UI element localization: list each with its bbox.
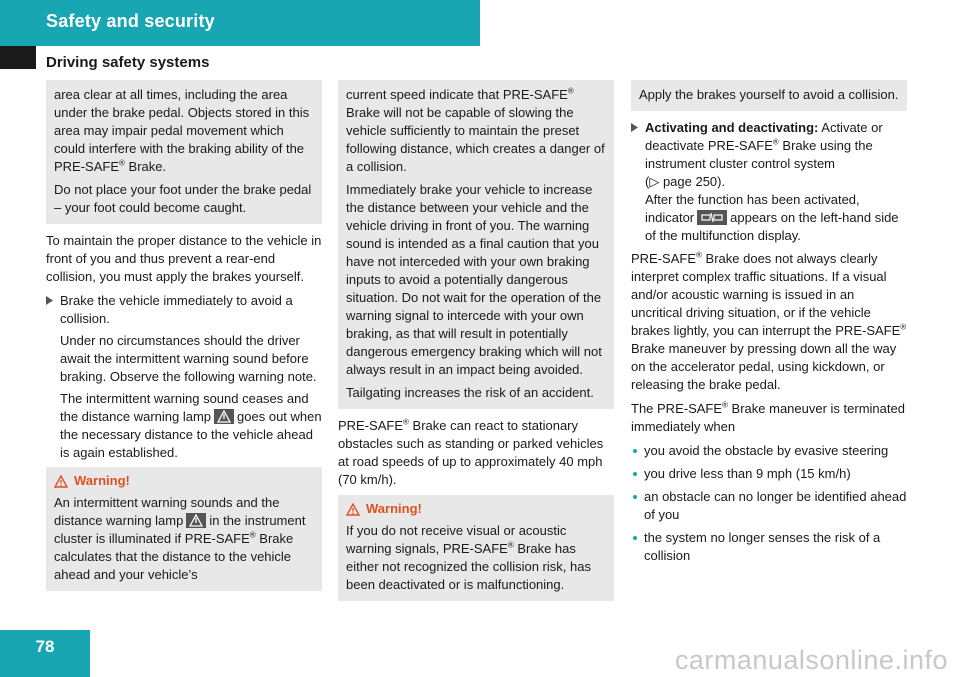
- subsection-title: Driving safety systems: [46, 54, 210, 71]
- list-item: an obstacle can no longer be identified ahead of you: [631, 488, 907, 524]
- body-paragraph: PRE-SAFE® Brake can react to stationary obstacles such as standing or parked vehicles at road speeds of up to approximately 40 mph (70 km/h).: [338, 417, 604, 487]
- warning-triangle-icon: [54, 475, 68, 488]
- list-item: you drive less than 9 mph (15 km/h): [631, 465, 907, 483]
- box-paragraph: area clear at all times, including the area under the brake pedal. Objects stored in this area may impair pedal movement which could interfere with the braking ability of the PRE-SAFE® Brake.: [54, 87, 310, 174]
- box-paragraph: Immediately brake your vehicle to increase the distance between your vehicle and the vehicle driving in front of you. The warning sound is intended as a final caution that you have not interceded with your own braking inputs to avoid a potentially dangerous situation. Do not wait for the operation of the warning signal to intercede with your own braking, as that will result in potentially dangerous emergency braking which will not always result in an impact being avoided.: [346, 182, 602, 377]
- warning-triangle-icon: [346, 503, 360, 516]
- step-detail: The intermittent warning sound ceases and the distance warning lamp goes out when the necessary distance to the vehicle ahead is again established.: [60, 391, 322, 460]
- warning-continuation-box: [46, 80, 322, 224]
- step-arrow-icon: [631, 123, 638, 132]
- column-3: [631, 80, 907, 570]
- section-title: Safety and security: [46, 11, 215, 31]
- warning-text: If you do not receive visual or acoustic warning signals, PRE-SAFE® Brake has either not recognized the collision risk, has been deactivated or is malfunctioning.: [346, 523, 591, 592]
- box-paragraph: Tailgating increases the risk of an accident.: [346, 385, 594, 400]
- list-item: you avoid the obstacle by evasive steering: [631, 442, 907, 460]
- warning-continuation-box: [631, 80, 907, 111]
- list-item: the system no longer senses the risk of a collision: [631, 529, 907, 565]
- warning-heading: Warning!: [54, 472, 314, 490]
- pre-safe-indicator-icon: [697, 210, 727, 225]
- column-1: [46, 80, 322, 599]
- bullet-icon: [633, 449, 637, 453]
- section-marker: [0, 46, 36, 69]
- step-arrow-icon: [46, 296, 53, 305]
- warning-text: An intermittent warning sounds and the distance warning lamp in the instrument cluster is illuminated if PRE-SAFE® Brake calculates that the distance to the vehicle ahead and your vehicle’s: [54, 495, 306, 582]
- warning-box: [46, 467, 322, 591]
- page-reference: (▷ page 250).: [645, 174, 726, 189]
- bullet-icon: [633, 495, 637, 499]
- instruction-step: Activating and deactivating: Activate or deactivate PRE-SAFE® Brake using the instrument cluster control system (▷ page 250). After the function has been activated, indicator appears on the left-hand side of the multifunction display.: [631, 119, 907, 245]
- bullet-icon: [633, 536, 637, 540]
- body-paragraph: PRE-SAFE® Brake does not always clearly interpret complex traffic situations. If a visual and/or acoustic warning is issued in an uncritical driving situation, or if the vehicle brakes lightly, you can interrupt the PRE-SAFE® Brake maneuver by pressing down all the way on the accelerator pedal, using kickdown, or releasing the brake pedal.: [631, 250, 907, 392]
- watermark: carmanualsonline.info: [674, 645, 948, 675]
- body-paragraph: The PRE-SAFE® Brake maneuver is terminated immediately when: [631, 400, 905, 434]
- box-paragraph: current speed indicate that PRE-SAFE® Brake will not be capable of slowing the vehicle sufficiently to maintain the preset following distance, which creates a danger of a collision.: [346, 86, 605, 174]
- page-number: 78: [35, 637, 55, 656]
- warning-box: [338, 495, 614, 601]
- column-2: [338, 80, 614, 609]
- distance-warning-lamp-icon: [214, 409, 234, 424]
- body-paragraph: To maintain the proper distance to the vehicle in front of you and thus prevent a rear-end collision, you must apply the brakes yourself.: [46, 233, 322, 284]
- warning-continuation-box: [338, 80, 614, 409]
- warning-heading: Warning!: [346, 500, 606, 518]
- bullet-icon: [633, 472, 637, 476]
- box-paragraph: Apply the brakes yourself to avoid a collision.: [639, 87, 899, 102]
- distance-warning-lamp-icon: [186, 513, 206, 528]
- step-detail: Under no circumstances should the driver await the intermittent warning sound before braking. Observe the following warning note.: [60, 333, 317, 384]
- box-paragraph: Do not place your foot under the brake pedal – your foot could become caught.: [54, 182, 312, 215]
- instruction-step: Brake the vehicle immediately to avoid a collision. Under no circumstances should the driver await the intermittent warning sound before braking. Observe the following warning note. The intermittent warning sound ceases and the distance warning lamp goes out when the necessary distance to the vehicle ahead is again established.: [46, 292, 322, 462]
